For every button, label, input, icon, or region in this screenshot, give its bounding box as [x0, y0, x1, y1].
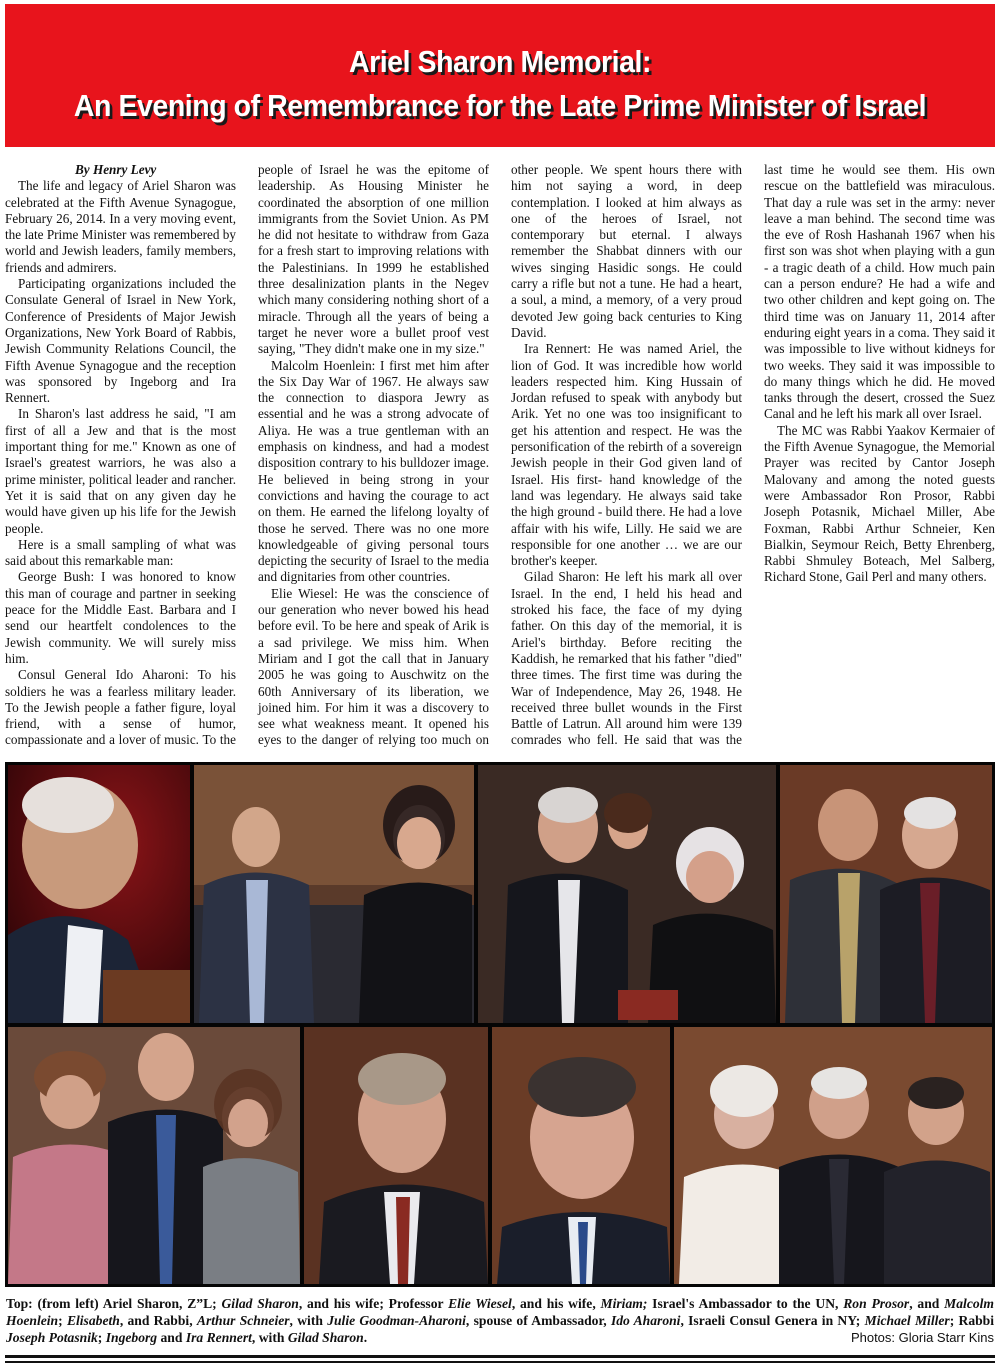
photo-gilad-sharon-and-wife — [194, 765, 474, 1023]
caption-text: . — [363, 1330, 368, 1345]
caption-name: Ido Aharoni — [610, 1313, 681, 1328]
caption-text: , and his wife; Professor — [298, 1296, 449, 1311]
article-paragraph: Consul General Ido Aharoni: To his soldiers he was a fearless military leader. To the Jewish people a father figure, loyal friend, with a sense of humor, compassionate and a lover of music. To the people of Israel he was the epitome of leadership. As Housing Minister he coordinated the absorption of one million immigrants from the Soviet Union. As PM he did not hesitate to withdraw from Gaza for a fresh start to improving relations with the Palestinians. In 1999 he established three desalinization plants in the Negev which many considering nothing short of a miracle. Through all the years of being a target he never wore a bullet proof vest saying, "They didn't make one in my size." — [5, 162, 489, 748]
caption-name: Malcolm Hoenlein — [6, 1296, 994, 1328]
caption-text: and — [157, 1330, 186, 1345]
article-paragraph: Elie Wiesel: He was the conscience of our generation who never bowed his head before evil. To be here and speak of Arik is a sad privilege. We miss him. When Miriam and I got the call that in January 2005 he was going to Auschwitz on the 60th Anniversary of its liberation, we joined him. For him it was a discovery to see what weakness meant. It opened his eyes to the danger of relying too much on other people. We spent hours there with him not saying a word, in deep contemplation. I looked at him always as one of the heroes of Israel, not contemporary but eternal. I always remember the Shabbat dinners with our wives singing Hasidic songs. He could carry a rifle but not a tune. He had a heart, a soul, a mind, a memory, of a very proud devoted Jew going back centuries to King David. — [258, 162, 742, 748]
caption-text: ; Rabbi — [949, 1313, 995, 1328]
photo-credit: Photos: Gloria Starr Kins — [850, 1330, 994, 1345]
caption-name: Elie Wiesel — [448, 1296, 512, 1311]
article-paragraph: In Sharon's last address he said, "I am first of all a Jew and that is the most important thing for me." Known as one of Israel's greatest warriors, he was also a prime minister, political leader and rancher. Yet it is said that on any given day he would have given up his life for the Jewish people. — [5, 406, 236, 536]
article-body — [5, 162, 995, 752]
caption-name: Gilad Sharon — [287, 1330, 364, 1345]
article-paragraph: Here is a small sampling of what was said about this remarkable man: — [5, 536, 236, 569]
article-paragraph: Ira Rennert: He was named Ariel, the lion of God. It was incredible how world leaders respected him. King Hussain of Jordan refused to speak with anybody but Arik. Yet no one was too insignificant to get his attention and respect. He was the personification of the rebirth of a sovereign Jewish people in their God given land of Israel. His first- hand knowledge of the land was legendary. He always said take the high ground - build there. He had a love affair with his wife, Lilly. He said we are responsible for one another … we are our brother's keeper. — [511, 341, 742, 569]
photo-collage — [5, 762, 995, 1287]
caption-name: Gilad Sharon — [221, 1296, 299, 1311]
caption-text: , Israeli Consul Genera in NY; — [680, 1313, 865, 1328]
title-banner — [5, 4, 995, 147]
photo-schneier-and-goodman-aharoni — [8, 1027, 300, 1284]
caption-text: Top: (from left) Ariel Sharon, Z”L; — [6, 1296, 222, 1311]
article-paragraph: Malcolm Hoenlein: I first met him after the Six Day War of 1967. He always saw the connection to diaspora Jewry as essential and he was a strong advocate of Aliya. He was a true gentleman with an emphasis on kindness, and had a modest disposition contrary to his bulldozer image. He believed in being strong in your convictions and having the courage to act on them. He earned the lifelong loyalty of those he served. There was no one more knowledgeable of giving personal tours depicting the security of Israel to the media and dignitaries from other countries. — [258, 357, 489, 585]
caption-text: , and — [909, 1296, 945, 1311]
byline: By Henry Levy — [75, 162, 157, 177]
photo-joseph-potasnik — [492, 1027, 670, 1284]
headline-line-1: Ariel Sharon Memorial: — [348, 44, 652, 79]
caption-name: Julie Goodman-Aharoni — [327, 1313, 466, 1328]
photo-ingeborg-and-ira-rennert-with-gilad-sharon — [674, 1027, 992, 1284]
article-paragraph: The MC was Rabbi Yaakov Kermaier of the Fifth Avenue Synagogue, the Memorial Prayer was recited by Cantor Joseph Malovany and among the noted guests were Ambassador Ron Prosor, Rabbi Joseph Potasnik, Michael Miller, Abe Foxman, Rabbi Arthur Schneier, Ken Bialkin, Seymour Reich, Betty Ehrenberg, Rabbi Shmuley Boteach, Mel Salberg, Richard Stone, Gail Perl and many others. — [764, 422, 995, 585]
article-paragraph: Gilad Sharon: He left his mark all over Israel. In the end, I held his head and stroked his face, the face of my dying father. On this day of the memorial, it is Ariel's birthday. Before reciting the Kaddish, he remarked that his father "died" three times. The first time was during the War of Independence, May 26, 1948. He received three bullet wounds in the First Battle of Latrun. All around him were 139 comrades who fell. He said that was the last time he would see them. His own rescue on the battlefield was miraculous. That day a rule was set in the army: never leave a man behind. The second time was the eve of Rosh Hashanah 1967 when his first son was shot when playing with a gun - a tragic death of a child. How much pain can a person endure? He had a wife and two other children and kept going on. The third time was on January 11, 2014 after enduring eight years in a coma. They said it was impossible to live without kidneys for two weeks. They said it was impossible to do many things which he did. He moved tanks through the desert, crossed the Suez Canal and he left his mark all over Israel. — [511, 162, 995, 748]
caption-name: Arthur Schneier — [196, 1313, 290, 1328]
headline-line-2: An Evening of Remembrance for the Late Prime Minister of Israel — [73, 88, 927, 123]
caption-text: , spouse of Ambassador, — [465, 1313, 611, 1328]
article-paragraph: George Bush: I was honored to know this man of courage and partner in seeking peace for the Middle East. Barbara and I send our heartfelt condolences to the Jewish community. We will surely miss him. — [5, 569, 236, 666]
caption-text: ; — [97, 1330, 106, 1345]
photo-ariel-sharon — [8, 765, 190, 1023]
photo-caption — [6, 1295, 994, 1346]
caption-name: Joseph Potasnik — [6, 1330, 98, 1345]
caption-name: Miriam; — [600, 1296, 648, 1311]
footer-rule — [5, 1355, 995, 1358]
caption-name: Ron Prosor — [843, 1296, 910, 1311]
article-paragraph: Participating organizations included the Consulate General of Israel in New York, Conference of Presidents of Major Jewish Organizations, New York Board of Rabbis, Jewish Community Relations Council, the Fifth Avenue Synagogue and the reception was sponsored by Ingeborg and Ira Rennert. — [5, 276, 236, 406]
article-paragraph: The life and legacy of Ariel Sharon was celebrated at the Fifth Avenue Synagogue, February 26, 2014. In a very moving event, the late Prime Minister was remembered by world and Jewish leaders, family members, friends and admirers. — [5, 178, 236, 275]
footer-rule — [5, 1361, 995, 1363]
caption-text: Israel's Ambassador to the UN, — [647, 1296, 844, 1311]
caption-name: Ingeborg — [105, 1330, 158, 1345]
caption-text: , with — [251, 1330, 288, 1345]
photo-michael-miller — [304, 1027, 488, 1284]
caption-text: , and his wife, — [511, 1296, 601, 1311]
caption-name: Michael Miller — [864, 1313, 950, 1328]
photo-ron-prosor-and-malcolm-hoenlein — [780, 765, 992, 1023]
caption-text: ; — [58, 1313, 67, 1328]
photo-elie-and-miriam-wiesel — [478, 765, 776, 1023]
caption-text: , and Rabbi, — [119, 1313, 197, 1328]
caption-name: Elisabeth — [66, 1313, 120, 1328]
caption-text: , with — [289, 1313, 328, 1328]
caption-name: Ira Rennert — [185, 1330, 252, 1345]
